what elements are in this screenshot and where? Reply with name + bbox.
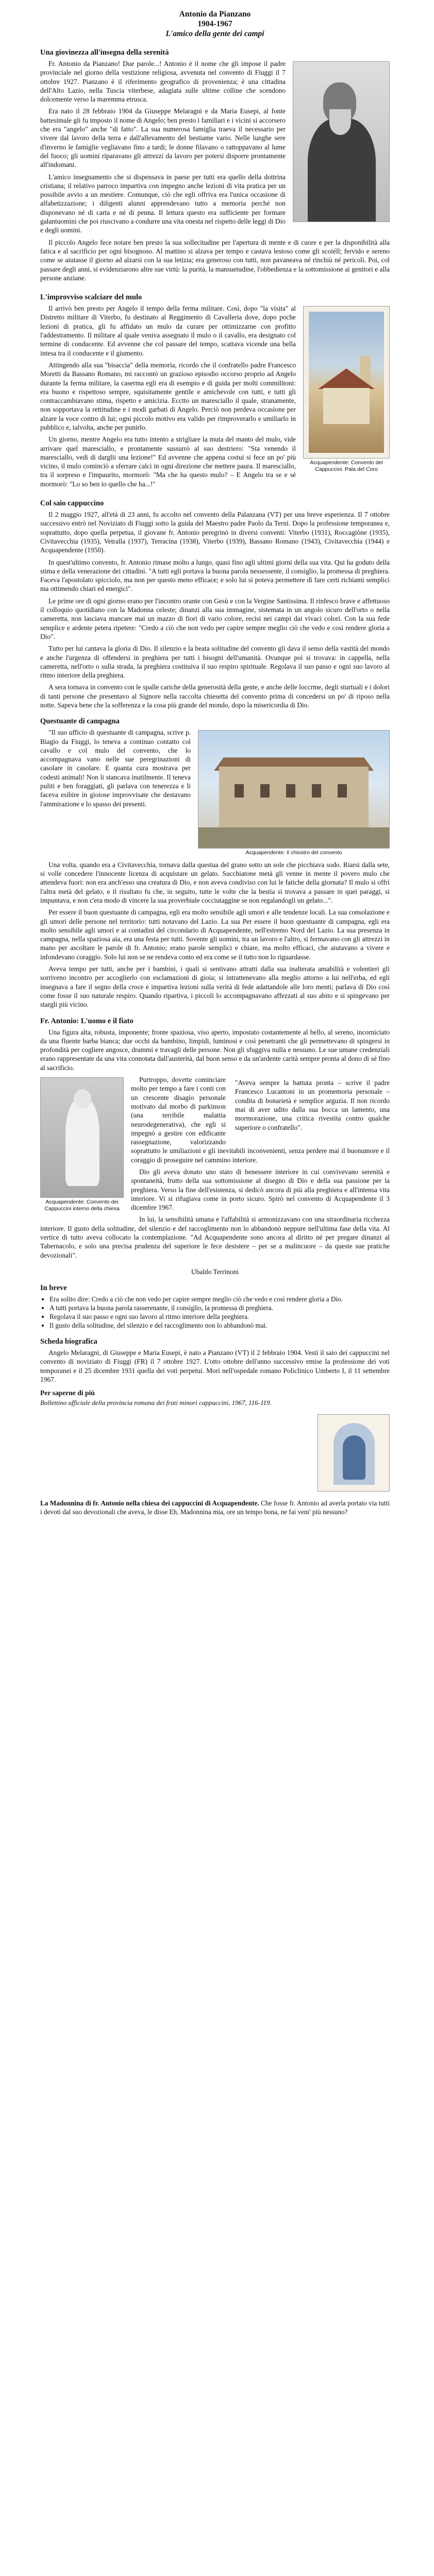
building-ground (198, 827, 389, 848)
section-title-bio: Scheda biografica (40, 1337, 97, 1346)
paragraph: A sera tornava in convento con le spalle cariche della generosità della gente, e anche delle loccrme, degli sturtuali e i dolori di tanti persone che presentavo al Signore nella raccolta chiesetta del convento prima di concedersi un po' di riposo nella notte. Sapeva bene che la sofferenza e la cosa più grande del mondo, dopo la misericordia di Dio. (40, 683, 390, 709)
title-block (40, 9, 390, 39)
paragraph: L'amico insegnamento che si dispensava in paese per tutti era quello della dottrina cristiana; il relativo parroco impartiva con impegno anche lezioni di vita pratica per un possibile avvio a un mestiere. Comunque, ciò che egli offriva era l'unica occasione di alfabetizzazione; i diligenti alunni apprendevano tutto a memoria perché non disponevano né di carta e né di penna. Il lettura questo era sufficiente per formare galantuomini che poi riuscivano a condurre una vita onesta nel rispetto delle leggi di Dio e degli uomini. (40, 173, 286, 234)
life-years: 1904-1967 (197, 20, 232, 28)
quote-paragraph: "Aveva sempre la battuta pronta – scrive il padre Francesco Lucantoni in un promemoria personale – condita di bonarietà e semplice arguzia. Il non ricordo mai di aver udito dalla sua bocca un lamento, una mormorazione, una critica rivestita contro qualche superiore o confratello". (235, 1079, 390, 1131)
painting-wall (323, 388, 370, 424)
figure-caption: Acquapendente: Il chiostro del convento (245, 850, 342, 856)
section-title-man: Fr. Antonio: L'uomo e il fiato (40, 1016, 133, 1025)
bio-text: Angelo Melaragni, di Giuseppe e Maria Eusepi, è nato a Pianzano (VT) il 2 febbraio 1904. Vestì il saio dei cappuccini nel convento di noviziato di Fiuggi (FR) il 7 ottobre 1927. L'otto ottobre dell'anno successivo emise la professione dei voti temporanei e il 25 dicembre 1931 quella dei voti perpetui. Morì nell'ospedale romano Policlinico Umberto I, il 11 settembre 1967. (40, 1348, 390, 1383)
madonna-caption-rest: Che fosse fr. Antonio ad averla portato via tutti i devoti dal suo devozionali che aveva, le disse Eh, Madonnina mia, ore un tempo bona, ne fai veni' più nessuno? (40, 1499, 390, 1516)
portrait-figure (293, 61, 390, 222)
page-subtitle: L'amico della gente dei campi (165, 29, 264, 38)
paragraph: In quest'ultimo convento, fr. Antonio rimase molto a lungo, quasi fino agli ultimi giorni della sua vita. Qui ha goduto della stima e della venerazione dei cittadini. "A tutti egli portava la buona parola nessessente, il consiglio, la promessa di preghiera. Faceva l'apostolato spicciolo, ma non per questo meno efficace; e solo lui si poteva permettere di fare certi richiami semplici ma ottimendo chiari ed energici". (40, 558, 390, 593)
church-interior-figure (40, 1077, 124, 1212)
author-signature: Ubaldo Terrinoni (191, 1267, 239, 1276)
madonna-caption (40, 1499, 390, 1516)
sources-text: Bollettino ufficiale della provincia romana dei frati minori cappuccini, 1967, 116-119. (40, 1399, 272, 1407)
statue-head (74, 1089, 91, 1109)
convent-building-figure (198, 730, 390, 856)
list-item: • Era solito dire: Credo a ciò che non vedo per capire sempre meglio ciò che vedo e così rendere gloria a Dio. (49, 1295, 390, 1303)
portrait-beard (329, 109, 351, 135)
paragraph: Il 2 maggio 1927, all'età di 23 anni, fu accolto nel convento della Palanzana (VT) per una breve esperienza. Il 7 ottobre successivo entrò nel Noviziato di Fiuggi sotto la guida del Maestro padre Paolo da Terni. Dopo la professione temporanea e, soprattutto, dopo quella perpetua, il giovane fr. Antonio peregrinò in diversi conventi: Viterbo (1931), Roccagiòne (1935), Civitavecchia (1935), Vetralla (1937), Terracina (1938), Viterbo (1939), Bassano Romano (1943), Civitavecchia (1944) e Acquapendente (1950). (40, 511, 390, 554)
building-window (235, 784, 244, 798)
section-title-youth: Una giovinezza all'insegna della serenità (40, 48, 169, 57)
church-statue-photo (40, 1077, 124, 1198)
paragraph: Aveva tempo per tutti, anche per i bambini, i quali si sentivano attratti dalla sua inalterata amabilità e volentieri gli sorriveno incontro per accoglierlo con esclamazioni di gioia; si intrattenevano alla meglio attorno a lui nell'erba, ed egli insegnava a fare il segno della croce e impartiva lezioni sulla verità di fede adattandole alle loro menti; parlava di Dio così come fosse il suo naturale respiro. Quando ripartiva, i piccoli lo accompagnavano affezzati al suo abito e si spingevano per stargli più vicino. (40, 965, 390, 1009)
figure-caption: Acquapendente: Convento dei Cappuccini. Pala del Coro (310, 460, 383, 472)
building-window (338, 784, 347, 798)
figure-caption: Acquapendente: Convento dei Cappuccini interno della chiesa (44, 1199, 120, 1212)
convent-painting-figure (303, 306, 390, 472)
person-name: Antonio da Pianzano (179, 10, 251, 19)
building-window (260, 784, 270, 798)
madonna-image (318, 1414, 390, 1492)
madonna-figure (318, 1414, 390, 1492)
paragraph: Le prime ore di ogni giorno erano per l'incontro orante con Gesù e con la Vergine Santissima. Il rinfesco brave e affettuoso il colloquio quotidiano con la Madonna celeste; dinanzi alla sua immagine, sistemata in un angolo sicuro dell'orto o nella cameretta, non lasciava mancare mai un mazzo di fiori di vario colore, recisi nei campi dai vivaci colori. Con la sua fede semplice e ardente petera ripetere: "Credo a ciò che non vedo per capire sempre meglio ciò che vedo e così rendere gloria a Dio". (40, 597, 390, 640)
building-window (286, 784, 295, 798)
madonna-caption-bold: La Madonnina di fr. Antonio nella chiesa dei cappuccini di Acquapendente. (40, 1499, 259, 1507)
paragraph: Tutto per lui cantava la gloria di Dio. Il silenzio e la beata solitudine del convento gli dava il senso della vastità del mondo e anche l'urgenza di offendersi in preghiera per tutti i bisogni dell'umanità. Ovunque poi si trovava: in cappella, nella cameretta, nell'orto o sulla strada, la preghiera costituiva il suo respiro spirituale. Regolava il suo passo e ogni suo lavoro al ritmo interiore della preghiera. (40, 645, 390, 680)
list-item: • Regolava il suo passo e ogni suo lavoro al ritmo interiore della preghiera. (49, 1312, 390, 1321)
paragraph: Fr. Antonio da Pianzano! Due parole...! Antonio è il nome che gli impose il padre provinciale nel giorno della vestizione religiosa, avvenuta nel convento di Fiuggi il 7 ottobre 1927. Pianzano è il riferimento geografico di provenienza; è una cittadina dell'Alto Lazio, nella Tuscia viterbese, adagiata sulle ultime colline che scendono dolcemente verso la maremma etrusca. (40, 60, 286, 104)
paragraph: Un giorno, mentre Angelo era tutto intento a strigliare la muta del manto del mulo, vide arrivare quel maresciallo, e prontamente sussurrò al suo destriero: "Sta venendo il maresciallo, vedi di darglii una lezione!" Ed avvenne che appena costui si fece un po' più vicino, il mulo cominciò a sferrare calci in ogni direzione che mettere paura. Il maresciallo, tra il sorpreso e l'impaurito, mormorò: "Ma che ha questo mulo? – E Angelo tra se e sé mormorò: "Lo so ben io quello che ha...!" (40, 435, 296, 488)
list-item: • A tutti portava la buona parola rasserenante, il consiglio, la promessa di preghiera. (49, 1303, 390, 1312)
portrait-photo (293, 61, 390, 222)
paragraph: Il arrivò ben presto per Angelo il tempo della ferma militare. Così, dopo "la visita" al Distretto militare di Viterbo, fu destinato al Reggimento di Cavalleria dove, dopo poche lezioni di pratica, gli fu affidato un mulo da curare per ottimizzarne con profitto l'addestramento. Il militare al quale veniva assegnato il mulo o il cavallo, era designato col termine di conducente. Ed avvenne che col passare del tempo, scattava vicende una bella intesa tra il conducente e il giumento. (40, 304, 296, 357)
building-facade (219, 767, 369, 828)
paragraph: Purtroppo, dovette cominciare molto per tempo a fare i conti con un crescente disagio personale motivato dal morbo di parkinson (una terribile malattia neurodegenerativa), che egli si impegnò a gestire con edificante rassegnazione, valorizzando soprattutto le umiliazioni e gli inevitabili inconvenienti, senza perdere mai il buonumore e il coraggio di proseguire nel cammino interiore. (131, 1076, 390, 1164)
paragraph: Attingendo alla sua "bisaccia" della memoria, ricordo che il confratello padre Francesco Moretti da Bassano Romano, mi raccontò un grazioso episodio occorso proprio ad Angelo durante la ferma militare, la caserma egli era di esempio e di guida per molti commilitoni: era buono e rispettoso sempre, squisitamente gentile e amichevole con tutti, e tutti gli contraccambiavano stima, rispetto e amicizia. Ecctto un maresciallo il quale, stranamente, non sopportava la rettitudine e i modi garbati di Angelo. Perciò non perdeva occasione per alzare la voce contro di lui; ogni piccolo motivo era valido per rimproverarlo e umiliarlo in pubblico e, talvolta, anche per punirlo. (40, 361, 296, 431)
paragraph: Per essere il buon questuante di campagna, egli era molto sensibile agli umori e alle tendenze locali. La sua consolazione e gli umori delle persone nel territorio: tutti notavano del Lazio. La sua Per essere il buon questuante di campagna, egli era molto sensibile agli umori e ai contadini del circondario di Acquapendente, nell'estremo Nord del Lazio. La sua presenza in campagna, nella spaziosa aia, era una festa per tutti. Sovente gli uomini, tra un lavoro e l'altro, si fermavano con gli attrezzi in mano per ascoltare le parole di fr. Antonio; erano parole semplici e chiare, ma molto efficaci, che aiutavano a vivere e infondevano coraggio. Solo lui non se ne rendeva conto ed era come se il tutto non lo riguardasse. (40, 908, 390, 961)
paragraph: "Il suo ufficio di questuante di campagna, scrive p. Biagio da Fiuggi, lo teneva a continuo contatto col cavallo e col mulo del convento, che lo accompagnava vano nelle sue peregrinazioni di casolare in casolare. E quanta cura mostrava per codesti animali! Non li stancava inutilmente. Il teneva puliti e ben foraggiati, gli parlava con tenerezza e li faceva esibire in gioiose improvvisate che destavano l'ammirazione e lo spasso dei presenti. (40, 728, 191, 808)
paragraph: Era nato il 28 febbraio 1904 da Giuseppe Melaragni e da Maria Eusepi, al fonte battesimale gli fu imposto il nome di Angelo; ben presto i familiari e i vicini si accorsero che era "angelo" anche "di fatto". La sua numerosa famiglia traeva il necessario per vivere dal lavoro della terra e dall'allevamento del bestiame vario. Nelle lunghe sere d'inverno le famiglie vegliavano fino a tardi; le donne filavano o rattoppavano al lume del fuoco; gli uomini riparavano gli attrezzi da lavoro per potersi disporre prontamente all'indomani. (40, 107, 286, 169)
quote-box (235, 1078, 390, 1135)
paragraph: Una volta, quando era a Civitavecchia, tornava dalla questua del grano sotto un sole che picchiava sodo. Riarsi dalla sete, si volle concedere l'innocente licenza di acquistare un gelato. Succhiatone metà gli venne in mente il povero mulo che attendeva fuori: non era anch'esso una creatura di Dio, e non aveva condiviso con lui le fatiche della giornata? Il mulo si offrì l'altra metà del gelato, e il risultato fu che, in seguito, tutte le volte che la bestia si trovava a passare in quei paraggi, si impuntava, e non c'era modo di vincere la sua proverbiale cocciutaggine se non regalandogli un gelato...". (40, 860, 390, 904)
section-title-mule: L'improvviso scalciare del mulo (40, 293, 142, 302)
paragraph: Il piccolo Angelo fece notare ben presto la sua sollecitudine per l'apertura di mente e di cuore e per la disponibilità alla fatica e al sacrificio per ogni bisognoso. Al mattino si alzava per tempo e castava lestoso come gli scoiéll; fervido e sereno come se aiutasse il giorno ad alzarsi con la sua letizia; era generoso con tutti, non pavaneava né rinchiù né pericoli. Poi, col passare degli anni, si evidenziarono altre sue virtù: la purità, la mansuetudine, l'obbedienza e la sottomissione ai genitori e alla persone anziane. (40, 238, 390, 282)
convent-painting (303, 306, 390, 459)
convent-building-photo (198, 730, 390, 849)
madonna-statue (343, 1435, 365, 1480)
section-title-habit: Col saio cappuccino (40, 499, 104, 508)
sources-title: Per saperne di più (40, 1389, 95, 1397)
section-title-brief: In breve (40, 1283, 67, 1292)
paragraph: In lui, la sensibilità umana e l'affabilità si armonizzavano con una straordinaria ricchezza interiore. Il gusto della solitudine, del silenzio e del raccoglimento non lo abbandonò neppure nell'ultima fase della vita. Al vertice di tutto aveva collocato la contemplazione. "Ad Acquapendente sono ancora al diritto né per pregare dinanzi al Tabernacolo, e solo una precisa prudenza del superiore le fece desistere – per se a malincuore – da queste sue pratiche devozionali". (40, 1215, 390, 1259)
list-item: • Il gusto della solitudine, del silenzio e del raccoglimento non lo abbandonò mai. (49, 1321, 390, 1330)
section-title-questuante: Questuante di campagna (40, 717, 120, 726)
paragraph: Dio gli aveva donato uno stato di benessere interiore in cui convivevano serenità e spontaneità, frutto della sua sottomissione al disegno di Dio e della sua passione per la preghiera. Verso la fine dell'esistenza, si dedicò ancora di più alla preghiera e all'intensa vita interiore. Vi si rifugiava come in porto sicuro. Spirò nel convento di Acquapendente il 3 dicembre 1967. (131, 1168, 390, 1212)
brief-list (40, 1295, 390, 1330)
paragraph: Una figura alta, robusta, imponente; fronte spaziosa, viso aperto, impostato costantemente al bello, al sereno, incorniciato da una fluente barba bianca; due occhi da bambino, limpidi, luminosi e così penetranti che gli permettevano di spingersi in profondità per cogliere angosce, drammi e travagli delle persone. Non gli sfuggiva nulla e nessuno. Le sue umane credenziali erano rappresentate da una vita connotata dall'austerità, dal buon senso e da un'ardente carità sempre pronta al dono di sé fino al sacrificio. (40, 1028, 390, 1072)
statue-body (65, 1098, 99, 1186)
building-window (312, 784, 321, 798)
